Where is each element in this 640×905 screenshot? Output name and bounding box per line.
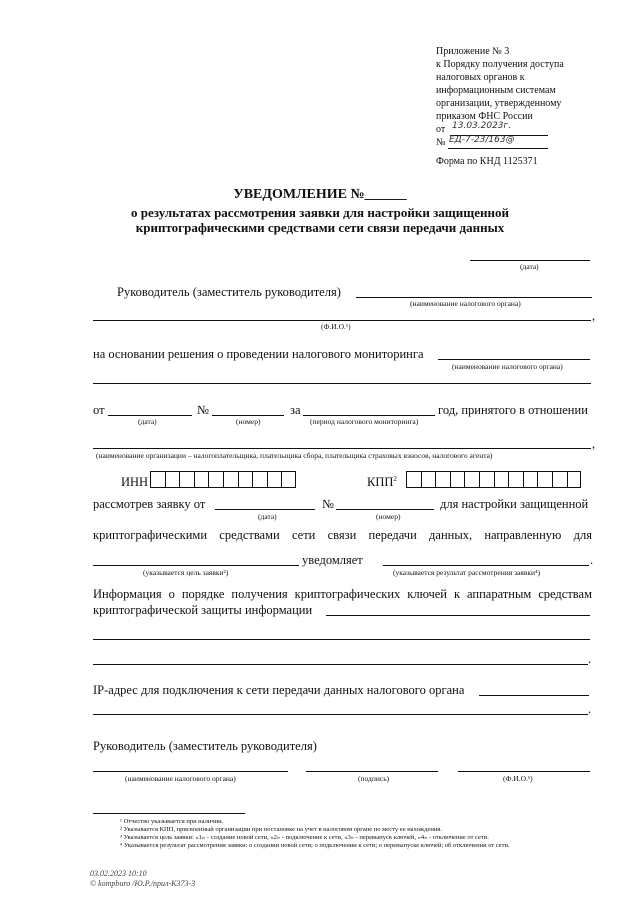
reviewed-date-caption: (дата) bbox=[258, 512, 277, 521]
ip-label: IP-адрес для подключения к сети передачи данных налогового органа bbox=[93, 683, 465, 697]
org-caption: (наименование организации – налогоплательщика, плательщика сбора, плательщика страховых взносов, налогового агента) bbox=[96, 451, 493, 460]
dot-2: . bbox=[588, 652, 592, 666]
appendix-number-prefix: № bbox=[436, 137, 446, 148]
tax-authority-line bbox=[356, 297, 592, 298]
signature-caption: (подпись) bbox=[358, 774, 390, 783]
appendix-date-prefix: от bbox=[436, 124, 446, 135]
date-caption: (дата) bbox=[520, 262, 539, 271]
sign-authority-caption: (наименование налогового органа) bbox=[125, 774, 236, 783]
appendix-line6: приказом ФНС России bbox=[436, 111, 533, 122]
for-setup-label: для настройки защищенной bbox=[440, 497, 589, 511]
appendix-line3: налоговых органов к bbox=[436, 72, 525, 83]
sign-fio-caption: (Ф.И.О.¹) bbox=[503, 774, 533, 783]
appendix-number-line bbox=[448, 148, 548, 149]
tax-authority-caption: (наименование налогового органа) bbox=[410, 299, 521, 308]
title-line2: о результатах рассмотрения заявки для настройки защищенной bbox=[131, 205, 509, 220]
appendix-line1: Приложение № 3 bbox=[436, 46, 510, 57]
tax-authority-caption-2: (наименование налогового органа) bbox=[452, 362, 563, 371]
reviewed-label: рассмотрев заявку от bbox=[93, 497, 206, 511]
year-accepted-label: год, принятого в отношении bbox=[438, 403, 588, 417]
appendix-line4: информационным системам bbox=[436, 85, 556, 96]
sign-authority-line bbox=[93, 771, 288, 772]
footnote-3: ³ Указывается цель заявки: «1» - создание новой сети, «2» - подключение к сети, «3» - перевыпуск ключей, «4» - отключение от сети. bbox=[120, 834, 489, 841]
appendix-line2: к Порядку получения доступа bbox=[436, 59, 564, 70]
notifies-label: уведомляет bbox=[302, 553, 363, 567]
kpp-cells[interactable] bbox=[406, 471, 581, 488]
comma-2: , bbox=[592, 437, 596, 451]
kpp-label: КПП$^2$ bbox=[367, 475, 397, 490]
info-line1: Информация о порядке получения криптографических ключей к аппаратным средствам bbox=[93, 587, 592, 601]
basis-line bbox=[438, 359, 590, 360]
stamp-line2: © kompburo /Ю.Р./прил-К373-3 bbox=[90, 879, 196, 888]
footnote-4: ⁴ Указывается результат рассмотрения заявки: о создании новой сети; о подключении к сети; о перевыпуске ключей; об отключении от сети. bbox=[120, 842, 510, 849]
ip-line-2 bbox=[93, 714, 588, 715]
number-line bbox=[212, 415, 284, 416]
reviewed-number-label: № bbox=[322, 497, 334, 511]
purpose-line bbox=[93, 565, 299, 566]
period-line bbox=[303, 415, 435, 416]
fio-line bbox=[93, 320, 591, 321]
purpose-caption: (указывается цель заявки²) bbox=[143, 568, 229, 577]
result-line bbox=[383, 565, 589, 566]
reviewed-number-caption: (номер) bbox=[376, 512, 401, 521]
title-line3: криптографическими средствами сети связи передачи данных bbox=[135, 220, 505, 235]
basis-text: на основании решения о проведении налогового мониторинга bbox=[93, 347, 424, 361]
basis-line-2 bbox=[93, 383, 591, 384]
for-label: за bbox=[290, 403, 301, 417]
org-line bbox=[93, 448, 591, 449]
signature-line bbox=[306, 771, 438, 772]
fio-caption: (Ф.И.О.¹) bbox=[321, 322, 351, 331]
period-caption: (период налогового мониторинга) bbox=[310, 417, 419, 426]
dot-1: . bbox=[590, 553, 594, 567]
info-line-3 bbox=[93, 664, 588, 665]
ip-line bbox=[479, 695, 589, 696]
appendix-date-handwritten: 13.03.2023г. bbox=[452, 121, 512, 131]
info-line-2 bbox=[93, 639, 590, 640]
dot-3: . bbox=[588, 702, 592, 716]
from-date-line bbox=[108, 415, 192, 416]
inn-label: ИНН bbox=[121, 475, 149, 489]
footnote-divider bbox=[93, 813, 245, 814]
crypto-line: криптографическими средствами сети связи передачи данных, направленную для bbox=[93, 528, 592, 542]
appendix-number-handwritten: ЕД-7-23/163@ bbox=[449, 135, 515, 145]
from-date-caption: (дата) bbox=[138, 417, 157, 426]
head-label: Руководитель (заместитель руководителя) bbox=[117, 285, 341, 299]
info-line-fill bbox=[326, 615, 590, 616]
number-label: № bbox=[197, 403, 209, 417]
inn-cells[interactable] bbox=[150, 471, 296, 488]
form-code: Форма по КНД 1125371 bbox=[436, 156, 538, 167]
appendix-line5: организации, утвержденному bbox=[436, 98, 562, 109]
footnote-2: ² Указывается КПП, присвоенный организации при постановке на учет в налоговом органе по месту ее нахождения. bbox=[120, 826, 442, 833]
from-label: от bbox=[93, 403, 105, 417]
head-label-2: Руководитель (заместитель руководителя) bbox=[93, 739, 317, 753]
sign-fio-line bbox=[458, 771, 590, 772]
reviewed-number-line bbox=[336, 509, 434, 510]
comma-1: , bbox=[592, 309, 596, 323]
title-line1: УВЕДОМЛЕНИЕ №______ bbox=[233, 187, 407, 202]
result-caption: (указывается результат рассмотрения заявки⁴) bbox=[393, 568, 541, 577]
date-line bbox=[470, 260, 590, 261]
stamp-line1: 03.02.2023 10:10 bbox=[90, 869, 147, 878]
info-line2: криптографической защиты информации bbox=[93, 603, 313, 617]
reviewed-date-line bbox=[215, 509, 315, 510]
number-caption: (номер) bbox=[236, 417, 261, 426]
footnote-1: ¹ Отчество указывается при наличии. bbox=[120, 818, 224, 825]
